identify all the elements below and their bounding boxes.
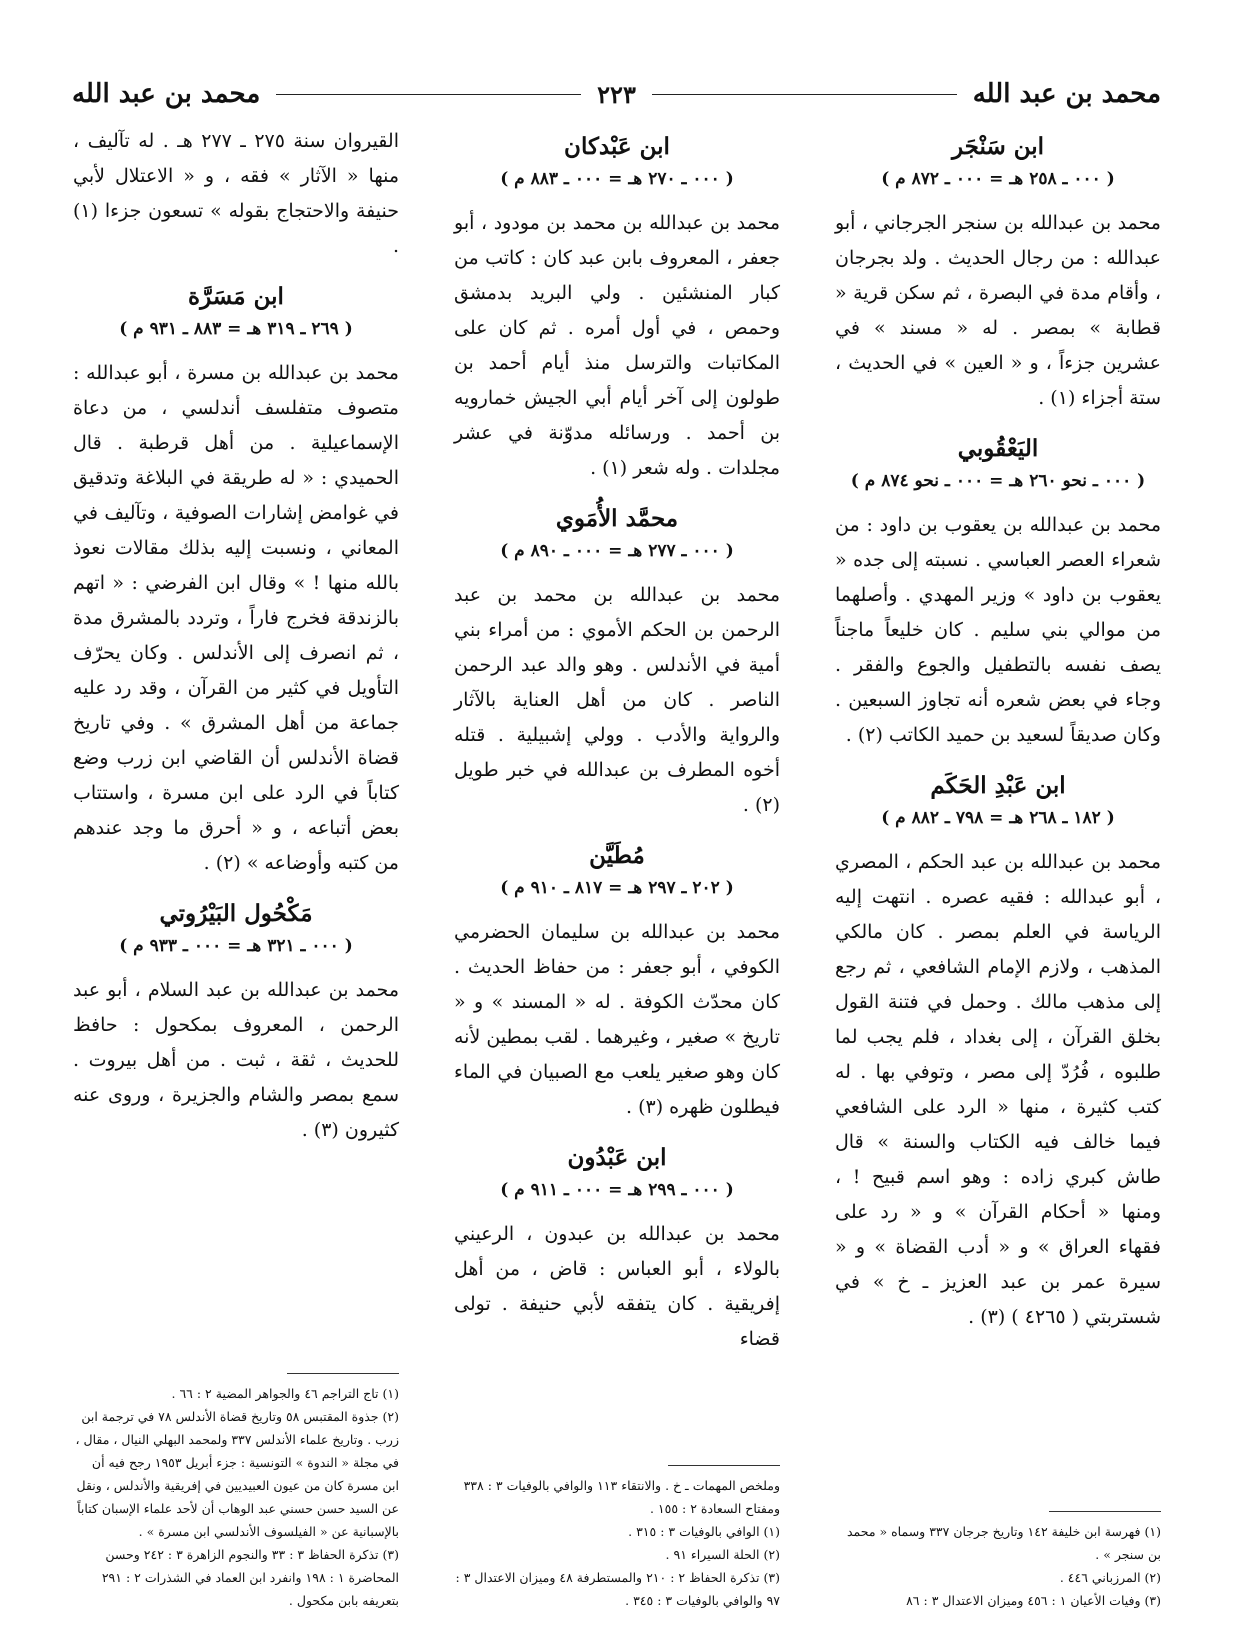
entry-dates: ( ٠٠٠ ـ نحو ٢٦٠ هـ = ٠٠٠ ـ نحو ٨٧٤ م ) xyxy=(850,471,1146,491)
footnote: (١) الوافي بالوفيات ٣ : ٣١٥ . xyxy=(628,1524,780,1539)
entry-body: محمد بن عبدالله بن عبدون ، الرعيني بالولاء ، أبو العباس : قاض ، من أهل إفريقية . كان يتفقه لأبي حنيفة . تولى قضاء xyxy=(454,1223,780,1350)
footnote: (٣) تذكرة الحفاظ ٢ : ٢١٠ والمستطرفة ٤٨ وميزان الاعتدال ٣ : ٩٧ والوافي بالوفيات ٣ : ٣٤٥ . xyxy=(455,1570,780,1608)
biography-entry xyxy=(454,496,780,823)
entry-name: اليَعْقُوبي xyxy=(957,435,1039,462)
footnotes xyxy=(835,1520,1161,1612)
entry-name: مُطَيَّن xyxy=(589,842,645,869)
footnotes xyxy=(73,1382,399,1612)
biography-entry xyxy=(835,426,1161,753)
footnotes xyxy=(454,1474,780,1612)
entry-dates: ( ٠٠٠ ـ ٢٧٠ هـ = ٠٠٠ ـ ٨٨٣ م ) xyxy=(500,169,734,189)
entry-body: محمد بن عبدالله بن يعقوب بن داود : من شعراء العصر العباسي . نسبته إلى جده « يعقوب بن داود » وزير المهدي . وأصلهما من موالي بني سليم . كان خليعاً ماجناً يصف نفسه بالتطفيل والجوع والفقر . وجاء في بعض شعره أنه تجاوز السبعين . وكان صديقاً لسعيد بن حميد الكاتب (٢) . xyxy=(835,514,1161,746)
footnote: (٣) تذكرة الحفاظ ٣ : ٣٣ والنجوم الزاهرة ٣ : ٢٤٢ وحسن المحاضرة ١ : ١٩٨ وانفرد ابن العماد في الشذرات ٢ : ٢٩١ بتعريفه بابن مكحول . xyxy=(101,1547,399,1608)
entry-name: ابن عَبْدِ الحَكَم xyxy=(930,772,1066,799)
entry-body: محمد بن عبدالله بن عبد السلام ، أبو عبد الرحمن ، المعروف بمكحول : حافظ للحديث ، ثقة ، ثبت . من أهل بيروت . سمع بمصر والشام والجزيرة ، وروى عنه كثيرون (٣) . xyxy=(73,979,399,1141)
entry-body: القيروان سنة ٢٧٥ ـ ٢٧٧ هـ . له تآليف ، منها « الآثار » فقه ، و « الاعتلال لأبي حنيفة والاحتجاج بقوله » تسعون جزءا (١) . xyxy=(73,130,399,257)
text-column-1 xyxy=(835,124,1161,1612)
entry-name: مَكْحُول البَيْرُوتي xyxy=(159,900,313,927)
biography-entry xyxy=(454,833,780,1125)
entry-body: محمد بن عبدالله بن سنجر الجرجاني ، أبو عبدالله : من رجال الحديث . ولد بجرجان ، وأقام مدة في البصرة ، ثم سكن قرية « قطابة » بمصر . له « مسند » في عشرين جزءاً ، و « العين » في الحديث ، ستة أجزاء (١) . xyxy=(835,212,1161,409)
footnote: (١) فهرسة ابن خليفة ١٤٢ وتاريخ جرجان ٣٣٧ وسماه « محمد بن سنجر » . xyxy=(846,1524,1161,1562)
footnote-separator xyxy=(287,1373,399,1374)
entry-name: ابن سَنْجَر xyxy=(951,133,1045,160)
biography-entry xyxy=(454,124,780,486)
footnote: (٢) جذوة المقتبس ٥٨ وتاريخ قضاة الأندلس ٧٨ في ترجمة ابن زرب . وتاريخ علماء الأندلس ٣٣٧ ولمحمد البهلي النيال ، مقال ، في مجلة « الندوة » التونسية : جزء أبريل ١٩٥٣ رجح فيه أن ابن مسرة كان من عيون العبيديين في إفريقية والأندلس ، ونقل عن السيد حسن حسني عبد الوهاب أن لأحد علماء الإسبان كتاباً بالإسبانية عن « الفيلسوف الأندلسي ابن مسرة » . xyxy=(75,1409,399,1539)
entry-body: محمد بن عبدالله بن سليمان الحضرمي الكوفي ، أبو جعفر : من حفاظ الحديث . كان محدّث الكوفة . له « المسند » و « تاريخ » صغير ، وغيرهما . لقب بمطين لأنه كان وهو صغير يلعب مع الصبيان في الماء فيطلون ظهره (٣) . xyxy=(454,921,780,1118)
footnote: وملخص المهمات ـ خ . والانتقاء ١١٣ والوافي بالوفيات ٣ : ٣٣٨ ومفتاح السعادة ٢ : ١٥٥ . xyxy=(463,1478,780,1516)
entry-dates: ( ٠٠٠ ـ ٣٢١ هـ = ٠٠٠ ـ ٩٣٣ م ) xyxy=(119,936,353,956)
entry-name: ابن عَبْدكان xyxy=(564,133,670,160)
header-rule xyxy=(276,94,581,95)
biography-entry xyxy=(73,274,399,881)
page-number: ٢٢٣ xyxy=(597,79,636,109)
footnote-separator xyxy=(1049,1511,1161,1512)
running-title-right: محمد بن عبد الله xyxy=(972,79,1161,109)
entry-body: محمد بن عبدالله بن عبد الحكم ، المصري ، أبو عبدالله : فقيه عصره . انتهت إليه الرياسة في العلم بمصر . كان مالكي المذهب ، ولازم الإمام الشافعي ، ثم رجع إلى مذهب مالك . وحمل في فتنة القول بخلق القرآن ، إلى بغداد ، فلم يجب لما طلبوه ، فُرُدّ إلى مصر ، وتوفي بها . له كتب كثيرة ، منها « الرد على الشافعي فيما خالف فيه الكتاب والسنة » قال طاش كبري زاده : وهو اسم قبيح ! ، ومنها « أحكام القرآن » و « رد على فقهاء العراق » و « أدب القضاة » و « سيرة عمر بن عبد العزيز ـ خ » في شستربتي ( ٤٢٦٥ ) (٣) . xyxy=(835,851,1161,1328)
footnote: (٣) وفيات الأعيان ١ : ٤٥٦ وميزان الاعتدال ٣ : ٨٦ xyxy=(906,1593,1161,1608)
entry-name: محمَّد الأُمَوي xyxy=(555,505,679,532)
running-title-left: محمد بن عبد الله xyxy=(71,79,261,109)
entry-dates: ( ٠٠٠ ـ ٢٧٧ هـ = ٠٠٠ ـ ٨٩٠ م ) xyxy=(500,541,734,561)
text-column-2 xyxy=(454,124,780,1612)
biography-entry xyxy=(454,1135,780,1357)
biography-entry xyxy=(73,891,399,1148)
footnote: (٢) الحلة السيراء ٩١ . xyxy=(665,1547,780,1562)
entry-name: ابن مَسَرَّة xyxy=(188,283,284,310)
biography-entry-continued xyxy=(73,124,399,264)
entry-body: محمد بن عبدالله بن محمد بن عبد الرحمن بن الحكم الأموي : من أمراء بني أمية في الأندلس . وهو والد عبد الرحمن الناصر . كان من أهل العناية بالآثار والرواية والأدب . وولي إشبيلية . قتله أخوه المطرف بن عبدالله في خبر طويل (٢) . xyxy=(454,584,780,816)
header-rule xyxy=(652,94,957,95)
biography-entry xyxy=(835,124,1161,416)
entry-body: محمد بن عبدالله بن مسرة ، أبو عبدالله : متصوف متفلسف أندلسي ، من دعاة الإسماعيلية . من أهل قرطبة . قال الحميدي : « له طريقة في البلاغة وتدقيق في غوامض إشارات الصوفية ، وتآليف في المعاني ، ونسبت إليه بذلك مقالات نعوذ بالله منها ! » وقال ابن الفرضي : « اتهم بالزندقة فخرج فاراً ، وتردد بالمشرق مدة ، ثم انصرف إلى الأندلس . وكان يحرّف التأويل في كثير من القرآن ، وقد رد عليه جماعة من أهل المشرق » . وفي تاريخ قضاة الأندلس أن القاضي ابن زرب وضع كتاباً في الرد على ابن مسرة ، واستتاب بعض أتباعه ، و « أحرق ما وجد عندهم من كتبه وأوضاعه » (٢) . xyxy=(73,362,399,874)
entry-dates: ( ١٨٢ ـ ٢٦٨ هـ = ٧٩٨ ـ ٨٨٢ م ) xyxy=(881,808,1115,828)
entry-dates: ( ٠٠٠ ـ ٢٥٨ هـ = ٠٠٠ ـ ٨٧٢ م ) xyxy=(881,169,1115,189)
entry-name: ابن عَبْدُون xyxy=(567,1144,667,1171)
entry-dates: ( ٢٦٩ ـ ٣١٩ هـ = ٨٨٣ ـ ٩٣١ م ) xyxy=(119,319,353,339)
footnote: (٢) المرزباني ٤٤٦ . xyxy=(1059,1570,1161,1585)
footnote: (١) تاج التراجم ٤٦ والجواهر المضية ٢ : ٦٦ . xyxy=(171,1386,399,1401)
page-header xyxy=(72,76,1161,112)
text-column-3 xyxy=(73,124,399,1612)
entry-dates: ( ٢٠٢ ـ ٢٩٧ هـ = ٨١٧ ـ ٩١٠ م ) xyxy=(500,878,734,898)
entry-body: محمد بن عبدالله بن محمد بن مودود ، أبو جعفر ، المعروف بابن عبد كان : كاتب من كبار المنشئين . ولي البريد بدمشق وحمص ، في أول أمره . ثم كان على المكاتبات والترسل منذ أيام أحمد بن طولون إلى آخر أيام أبي الجيش خمارويه بن أحمد . ورسائله مدوّنة في عشر مجلدات . وله شعر (١) . xyxy=(454,212,780,479)
footnote-separator xyxy=(668,1465,780,1466)
biography-entry xyxy=(835,763,1161,1335)
entry-dates: ( ٠٠٠ ـ ٢٩٩ هـ = ٠٠٠ ـ ٩١١ م ) xyxy=(500,1180,734,1200)
